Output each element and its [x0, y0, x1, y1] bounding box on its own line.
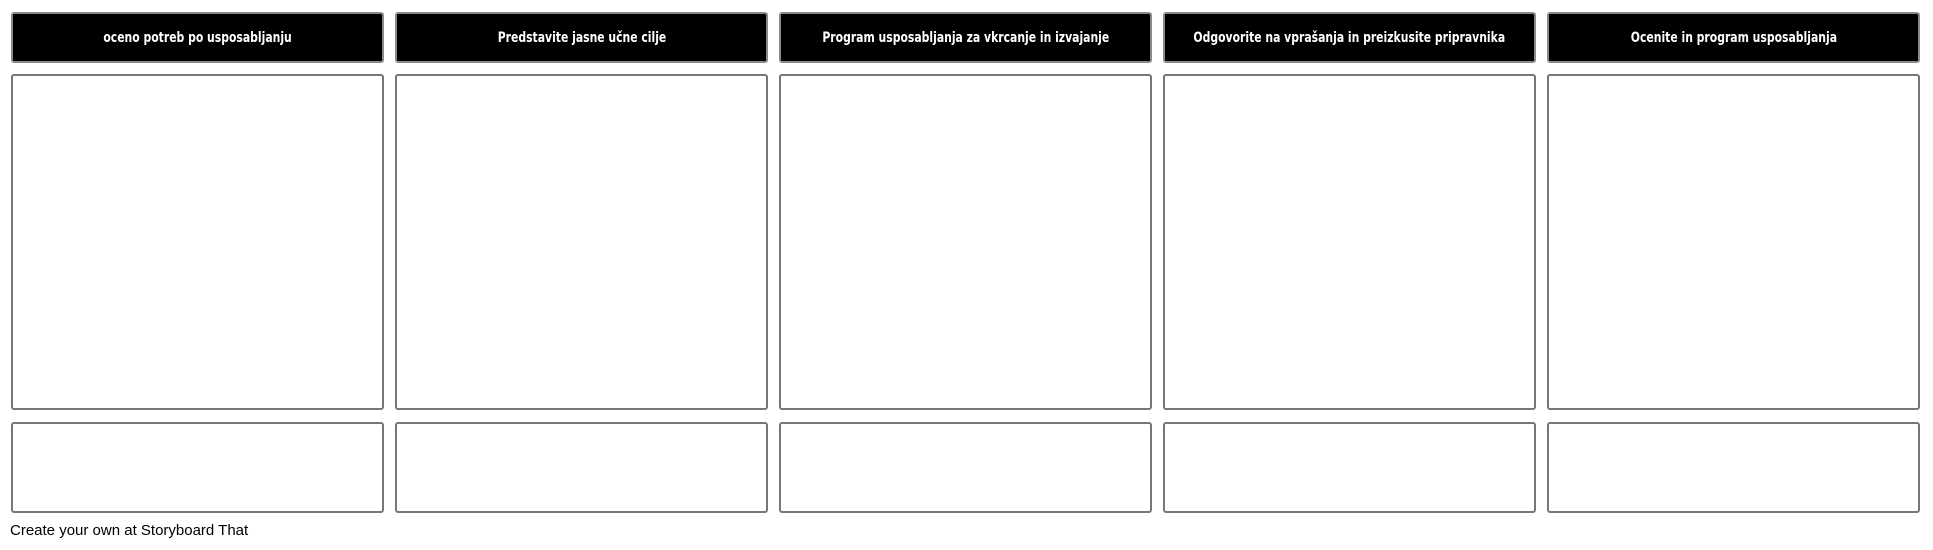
description-cell[interactable]	[1163, 422, 1536, 513]
description-cell[interactable]	[11, 422, 384, 513]
column-title: Predstavite jasne učne cilje	[497, 29, 666, 46]
column-title-cell[interactable]	[11, 12, 384, 63]
description-cell[interactable]	[779, 422, 1152, 513]
scene-cell[interactable]	[1547, 74, 1920, 410]
column-title: Odgovorite na vprašanja in preizkusite pripravnika	[1193, 29, 1506, 46]
scene-cell[interactable]	[395, 74, 768, 410]
column-title: Program usposabljanja za vkrcanje in izvajanje	[822, 29, 1109, 46]
storyboard-grid	[11, 12, 1922, 512]
description-cell[interactable]	[395, 422, 768, 513]
description-cell[interactable]	[1547, 422, 1920, 513]
column-title-cell[interactable]	[1163, 12, 1536, 63]
column-title: Ocenite in program usposabljanja	[1630, 29, 1837, 46]
scene-cell[interactable]	[11, 74, 384, 410]
column-title-cell[interactable]	[1547, 12, 1920, 63]
scene-cell[interactable]	[1163, 74, 1536, 410]
create-your-own-link[interactable]: Create your own at Storyboard That	[10, 522, 249, 539]
column-title: oceno potreb po usposabljanju	[103, 29, 292, 46]
column-title-cell[interactable]	[779, 12, 1152, 63]
scene-cell[interactable]	[779, 74, 1152, 410]
column-title-cell[interactable]	[395, 12, 768, 63]
